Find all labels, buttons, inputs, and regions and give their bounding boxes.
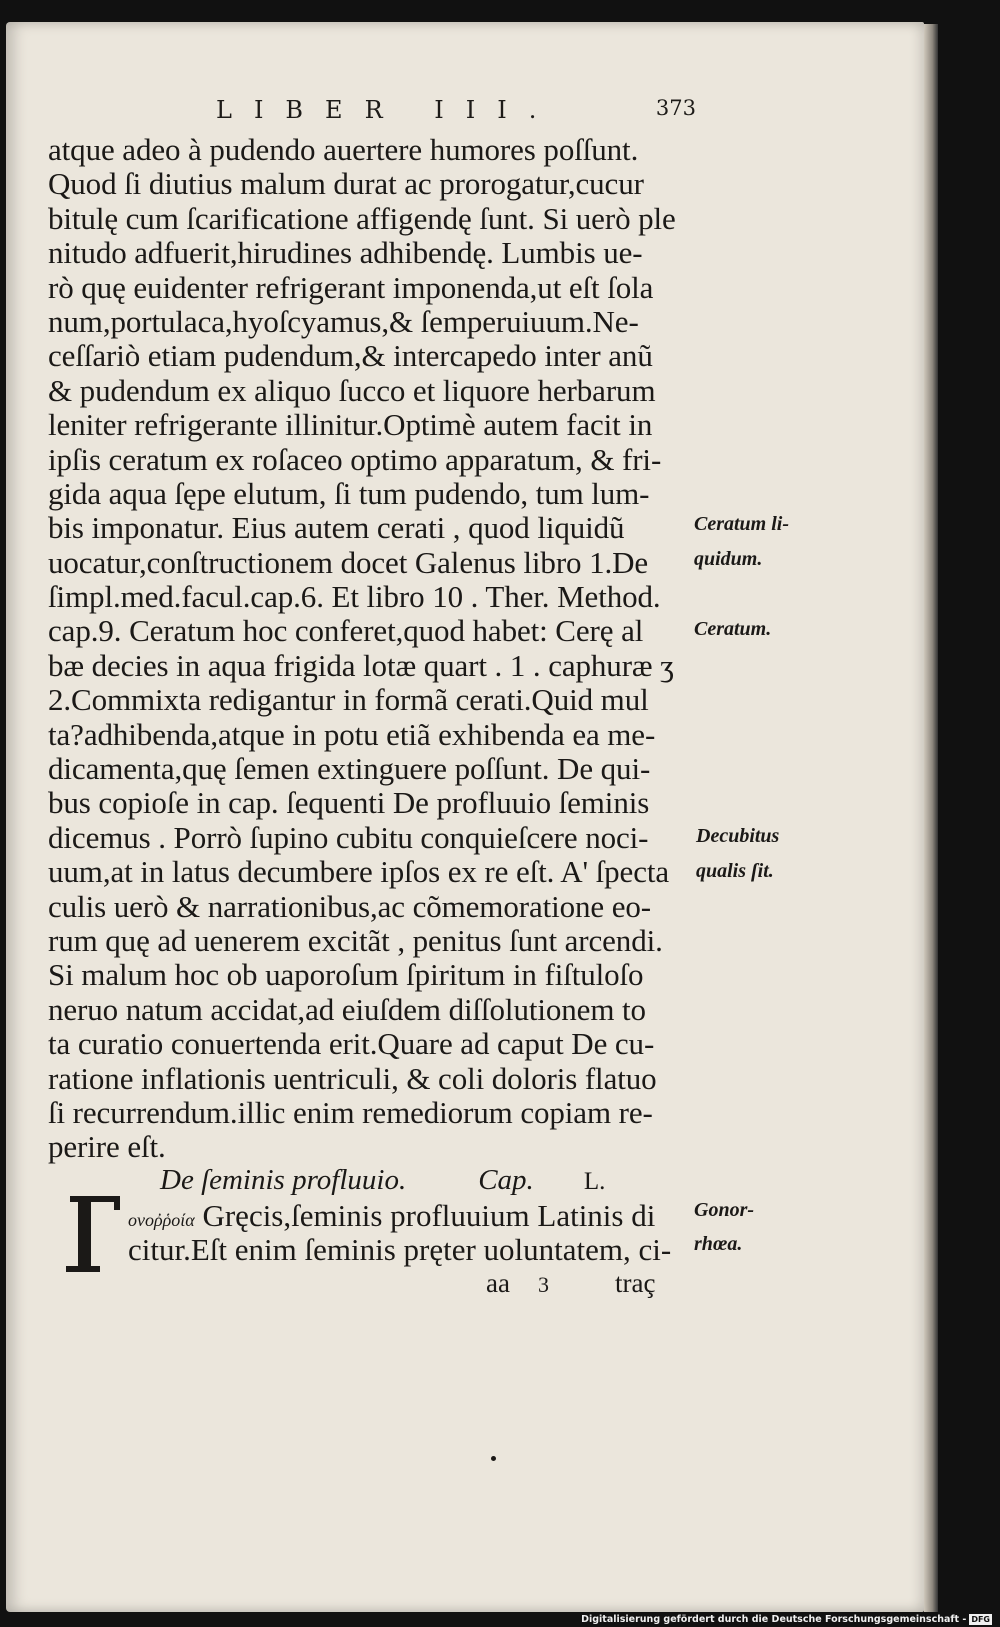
text-line: bus copioſe in cap. ſequenti De profluuio ſeminis bbox=[48, 785, 650, 821]
margin-note-ceratum: Ceratum. bbox=[694, 618, 772, 640]
margin-note-rhoea: rhœa. bbox=[694, 1233, 743, 1255]
running-title: LIBER III. bbox=[216, 96, 559, 124]
text-line: uocatur,conſtructionem docet Galenus libro 1.De bbox=[48, 544, 649, 580]
margin-note-qualis-sit: qualis ſit. bbox=[696, 860, 774, 882]
drop-cap-gamma bbox=[60, 1194, 122, 1276]
chapter-line-1-text: Gręcis,ſeminis profluuium Latinis di bbox=[202, 1198, 656, 1233]
greek-word: ονοῤῥοία bbox=[128, 1210, 195, 1230]
text-line: nitudo adfuerit,hirudines adhibendę. Lumbis ue- bbox=[48, 235, 643, 271]
chapter-title: De ſeminis profluuio. bbox=[160, 1164, 407, 1196]
text-line: ipſis ceratum ex roſaceo optimo apparatum, & fri- bbox=[48, 441, 662, 477]
chapter-line-1 bbox=[128, 1199, 688, 1233]
text-line: & pudendum ex aliquo ſucco et liquore herbarum bbox=[48, 372, 656, 408]
text-line: Si malum hoc ob uaporoſum ſpiritum in fiſtuloſo bbox=[48, 957, 644, 993]
text-line: num,portulaca,hyoſcyamus,& ſemperuiuum.Ne- bbox=[48, 303, 639, 339]
chapter-cap-label: Cap. bbox=[478, 1164, 534, 1196]
funding-text: Digitalisierung gefördert durch die Deutsche Forschungsgemeinschaft - bbox=[581, 1614, 967, 1625]
text-line: ſi recurrendum.illic enim remediorum copiam re- bbox=[48, 1094, 653, 1130]
running-header bbox=[216, 96, 696, 124]
text-line: cap.9. Ceratum hoc conferet,quod habet: Cerę al bbox=[48, 613, 644, 649]
text-line: 2.Commixta redigantur in formã cerati.Quid mul bbox=[48, 682, 649, 718]
text-line: Quod ſi diutius malum durat ac prorogatur,cucur bbox=[48, 166, 644, 202]
signature-mark: aa bbox=[486, 1268, 510, 1298]
text-line: rum quę ad uenerem excitãt , penitus ſunt arcendi. bbox=[48, 922, 663, 958]
text-line: culis uerò & narrationibus,ac cõmemoratione eo- bbox=[48, 888, 652, 924]
text-line: dicamenta,quę ſemen extinguere poſſunt. De qui- bbox=[48, 751, 651, 787]
text-line: rò quę euidenter refrigerant imponenda,ut eſt ſola bbox=[48, 269, 654, 305]
catchword: traç bbox=[614, 1268, 656, 1298]
margin-note-quidum: quidum. bbox=[694, 548, 763, 570]
text-line: uum,at in latus decumbere ipſos ex re eſt. A' ſpecta bbox=[48, 854, 670, 890]
ink-dot bbox=[491, 1456, 496, 1461]
text-line: atque adeo à pudendo auertere humores poſſunt. bbox=[48, 132, 639, 167]
page-number: 373 bbox=[655, 96, 696, 120]
text-line: ta curatio conuertenda erit.Quare ad caput De cu- bbox=[48, 1026, 655, 1062]
page-footer bbox=[486, 1268, 655, 1299]
margin-note-gonor: Gonor- bbox=[694, 1199, 755, 1221]
text-line: bis imponatur. Eius autem cerati , quod liquidũ bbox=[48, 510, 625, 546]
chapter-line-2: citur.Eſt enim ſeminis pręter uoluntatem, ci- bbox=[128, 1232, 672, 1267]
text-line: gida aqua ſępe elutum, ſi tum pudendo, tum lum- bbox=[48, 475, 650, 511]
text-line: bitulę cum ſcarificatione affigendę ſunt. Si uerò ple bbox=[48, 200, 676, 236]
margin-note-decubitus: Decubitus bbox=[696, 825, 780, 847]
text-line: bæ decies in aqua frigida lotæ quart . 1 . caphuræ ʒ bbox=[48, 647, 674, 683]
dfg-logo: DFG bbox=[971, 1615, 990, 1624]
text-line: ceſſariò etiam pudendum,& intercapedo inter anũ bbox=[48, 338, 653, 374]
text-line: ratione inflationis uentriculi, & coli doloris flatuo bbox=[48, 1060, 657, 1096]
chapter-heading bbox=[160, 1164, 605, 1197]
margin-note-ceratum-liquidum: Ceratum li- bbox=[694, 513, 790, 535]
text-line: ſimpl.med.facul.cap.6. Et libro 10 . Ther. Method. bbox=[48, 579, 661, 615]
text-line: leniter refrigerante illinitur.Optimè autem facit in bbox=[48, 407, 653, 443]
text-line: dicemus . Porrò ſupino cubitu conquieſcere noci- bbox=[48, 819, 649, 855]
text-line: ta?adhibenda,atque in potu etiã exhibenda ea me- bbox=[48, 716, 656, 752]
signature-number: 3 bbox=[537, 1272, 549, 1297]
main-text-block bbox=[48, 133, 688, 1165]
text-line: perire eſt. bbox=[48, 1129, 166, 1165]
chapter-text-block bbox=[128, 1199, 688, 1267]
text-line: neruo natum accidat,ad eiuſdem diſſolutionem to bbox=[48, 991, 646, 1027]
funding-credit bbox=[581, 1612, 992, 1627]
page-edge-shadow bbox=[924, 24, 938, 1612]
chapter-number: L. bbox=[583, 1168, 606, 1195]
